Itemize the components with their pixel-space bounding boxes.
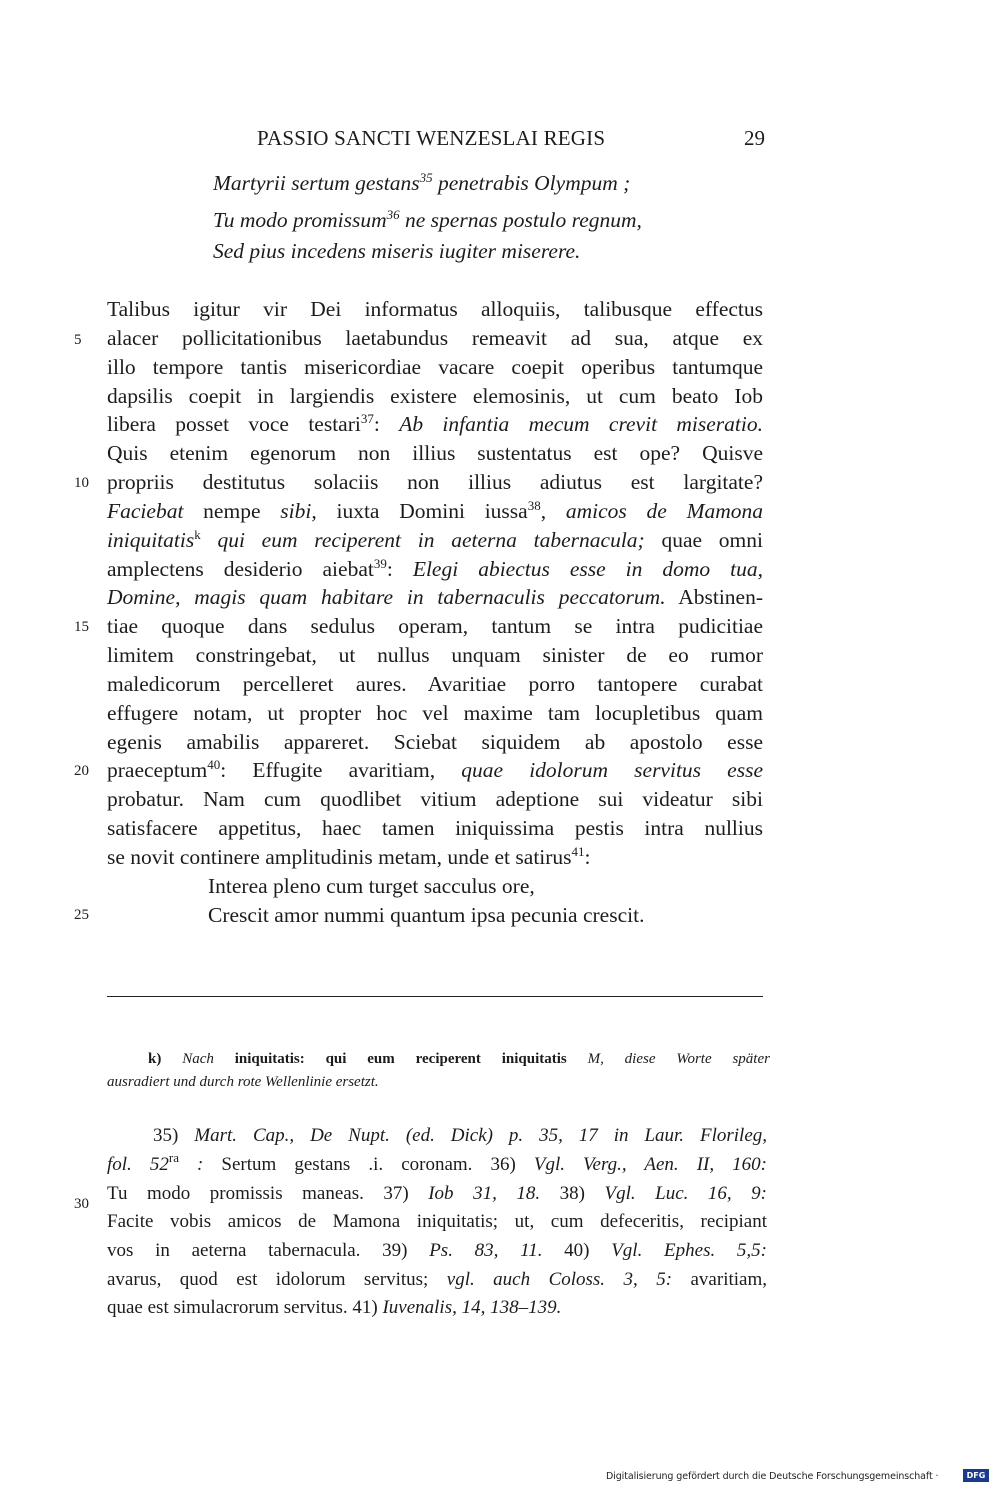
line-number-5: 5 [74,332,82,348]
footnote-line: Tu modo promissis maneas. 37) Iob 31, 18. 38) Vgl. Luc. 16, 9: [107,1183,767,1204]
apparatus-note-line-2: ausradiert und durch rote Wellenlinie ersetzt. [107,1074,379,1090]
running-head [0,126,1000,156]
body-line: Faciebat nempe sibi, iuxta Domini iussa$^{38}$, amicos de Mamona [107,498,764,523]
line-number-25: 25 [74,907,89,923]
body-line: Talibus igitur vir Dei informatus alloquiis, talibusque effectus [107,297,763,321]
body-line: propriis destitutus solaciis non illius adiutus est largitate? [107,470,763,494]
body-line: probatur. Nam cum quodlibet vitium adeptione sui videatur sibi [107,787,763,811]
body-line: Domine, magis quam habitare in tabernaculis peccatorum. Abstinen- [107,585,763,609]
footnote-line: avarus, quod est idolorum servitus; vgl. auch Coloss. 3, 5: avaritiam, [107,1269,767,1290]
footnote-separator-rule [107,996,763,997]
body-line: satisfacere appetitus, haec tamen iniquissima pestis intra nullius [107,816,763,840]
verse-line-2: Tu modo promissum$^{36}$ ne spernas postulo regnum, [213,207,642,232]
verse-line-1: Martyrii sertum gestans$^{35}$ penetrabis Olympum ; [213,170,631,195]
page-number: 29 [744,126,765,150]
line-number-10: 10 [74,475,89,491]
verse-line-3: Sed pius incedens miseris iugiter miserere. [213,239,581,263]
body-line: limitem constringebat, ut nullus unquam sinister de eo rumor [107,643,763,667]
line-number-30: 30 [74,1196,89,1212]
body-line: praeceptum$^{40}$: Effugite avaritiam, quae idolorum servitus esse [107,757,763,782]
body-line: iniquitatis$^k$ qui eum reciperent in aeterna tabernacula; quae omni [107,527,763,552]
apparatus-note-line-1: k) Nach iniquitatis: qui eum reciperent iniquitatis M, diese Worte später [148,1051,770,1067]
body-line: egenis amabilis appareret. Sciebat siquidem ab apostolo esse [107,730,763,754]
line-number-15: 15 [74,619,89,635]
body-line: alacer pollicitationibus laetabundus remeavit ad sua, atque ex [107,326,763,350]
body-line: illo tempore tantis misericordiae vacare coepit operibus tantumque [107,355,763,379]
quoted-verse-line-2: Crescit amor nummi quantum ipsa pecunia crescit. [208,903,645,927]
body-line: maledicorum percelleret aures. Avaritiae porro tantopere curabat [107,672,763,696]
running-title: PASSIO SANCTI WENZESLAI REGIS [257,126,606,150]
body-line: amplectens desiderio aiebat$^{39}$: Elegi abiectus esse in domo tua, [107,556,763,581]
dfg-logo: DFG [963,1469,989,1482]
footnote-line: Facite vobis amicos de Mamona iniquitatis; ut, cum defeceritis, recipiant [107,1211,767,1232]
digitization-credit: Digitalisierung gefördert durch die Deutsche Forschungsgemeinschaft · [606,1471,939,1482]
body-line: libera posset voce testari$^{37}$: Ab infantia mecum crevit miseratio. [107,411,763,436]
footnote-line: fol. $52^{ra}$ : Sertum gestans .i. coronam. 36) Vgl. Verg., Aen. II, 160: [107,1150,768,1175]
footnote-line: vos in aeterna tabernacula. 39) Ps. 83, 11. 40) Vgl. Ephes. 5,5: [107,1240,768,1261]
line-number-20: 20 [74,763,89,779]
body-line: tiae quoque dans sedulus operam, tantum se intra pudicitiae [107,614,763,638]
body-line: se novit continere amplitudinis metam, unde et satirus$^{41}$: [107,844,591,869]
body-line: Quis etenim egenorum non illius sustentatus est ope? Quisve [107,441,763,465]
body-line: dapsilis coepit in largiendis existere elemosinis, ut cum beato Iob [107,384,763,408]
body-line: effugere notam, ut propter hoc vel maxime tam locupletibus quam [107,701,763,725]
quoted-verse-line-1: Interea pleno cum turget sacculus ore, [208,874,535,898]
footnote-line: quae est simulacrorum servitus. 41) Iuvenalis, 14, 138–139. [107,1297,562,1318]
footnote-line: 35) Mart. Cap., De Nupt. (ed. Dick) p. 35, 17 in Laur. Florileg, [153,1125,768,1146]
